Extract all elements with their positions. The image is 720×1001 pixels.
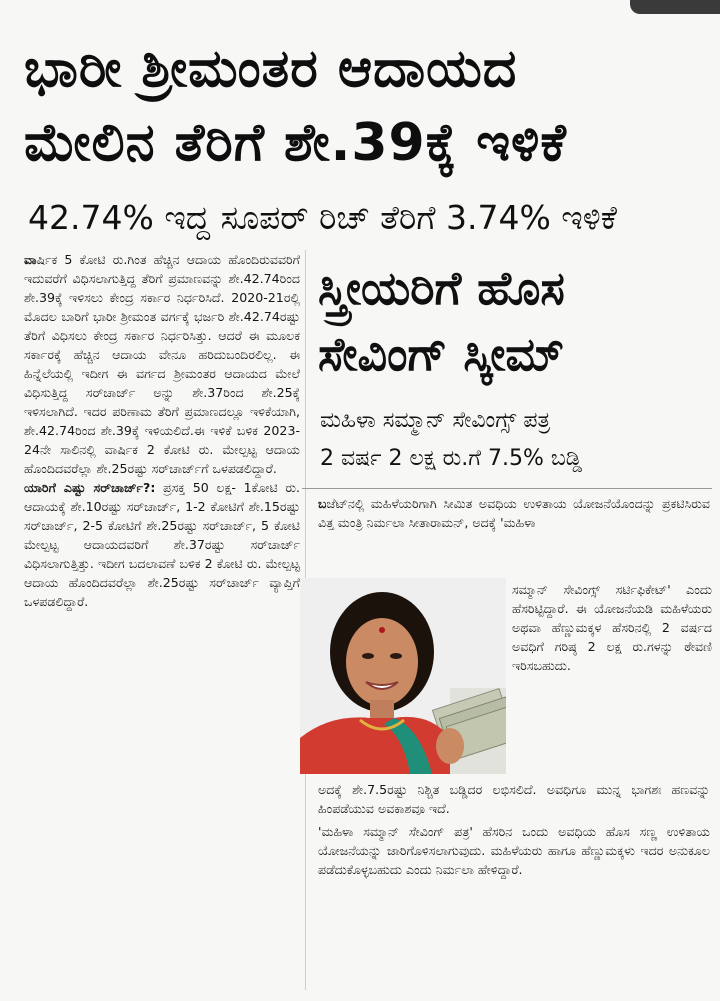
right-sub-line-2: 2 ವರ್ಷ 2 ಲಕ್ಷ ರು.ಗೆ 7.5% ಬಡ್ಡಿ [320, 446, 583, 471]
right-body-para-1: ಅದಕ್ಕೆ ಶೇ.7.5ರಷ್ಟು ನಿಶ್ಚಿತ ಬಡ್ಡಿದರ ಲಭಿಸಲಿದೆ. ಅವಧಿಗೂ ಮುನ್ನ ಭಾಗಶಃ ಹಣವನ್ನು ಹಿಂಪಡೆಯುವ ಅವಕಾಶವೂ ಇದೆ. [318, 782, 710, 816]
woman-photo-illustration [300, 578, 506, 774]
right-article-body [318, 780, 710, 883]
right-headline-line-2: ಸೇವಿಂಗ್ ಸ್ಕೀಮ್ [318, 327, 565, 381]
headline-line-2: ಮೇಲಿನ ತೆರಿಗೆ ಶೇ.39ಕ್ಕೆ ಇಳಿಕೆ [24, 113, 567, 173]
right-intro-text: ಜೆಟ್‌ನಲ್ಲಿ ಮಹಿಳೆಯರಿಗಾಗಿ ಸೀಮಿತ ಅವಧಿಯ ಉಳಿತಾಯ ಯೋಜನೆಯೊಂದನ್ನು ಪ್ರಕಟಿಸಿರುವ ವಿತ್ತ ಮಂತ್ರಿ ನಿರ್ಮಲಾ ಸೀತಾರಾಮನ್, ಅದಕ್ಕೆ 'ಮಹಿಳಾ [318, 496, 710, 530]
left-para-1-text: ರ್ಷಿಕ 5 ಕೋಟಿ ರು.ಗಿಂತ ಹೆಚ್ಚಿನ ಆದಾಯ ಹೊಂದಿರುವವರಿಗೆ ಇದುವರೆಗೆ ವಿಧಿಸಲಾಗುತ್ತಿದ್ದ ತೆರಿಗೆ ಪ್ರಮಾಣವನ್ನು ಶೇ.42.74ರಿಂದ ಶೇ.39ಕ್ಕೆ ಇಳಿಸಲು ಕೇಂದ್ರ ಸರ್ಕಾರ ನಿರ್ಧರಿಸಿದೆ. 2020-21ರಲ್ಲಿ ಮೊದಲ ಬಾರಿಗೆ ಭಾರೀ ಶ್ರೀಮಂತ ವರ್ಗಕ್ಕೆ ಭರ್ಜರಿ ಶೇ.42.74ರಷ್ಟು ತೆರಿಗೆ ವಿಧಿಸಲು ಕೇಂದ್ರ ಸರ್ಕಾರ ನಿರ್ಧರಿಸಿತ್ತು. ಆದರೆ ಈ ಮೂಲಕ ಸರ್ಕಾರಕ್ಕೆ ಹೆಚ್ಚಿನ ಆದಾಯ ವೇನೂ ಹರಿದುಬಂದಿರಲಿಲ್ಲ. ಈ ಹಿನ್ನೆಲೆಯಲ್ಲಿ ಇದೀಗ ಈ ವರ್ಗದ ಶ್ರೀಮಂತರ ಆದಾಯದ ಮೇಲೆ ವಿಧಿಸುತ್ತಿದ್ದ ಸರ್‌ಚಾರ್ಜ್ ಅನ್ನು ಶೇ.37ರಿಂದ ಶೇ.25ಕ್ಕೆ ಇಳಿಸಲಾಗಿದೆ. ಇದರ ಪರಿಣಾಮ ತೆರಿಗೆ ಪ್ರಮಾಣದಲ್ಲೂ ಇಳಿಕೆಯಾಗಿ, ಶೇ.42.74ರಿಂದ ಶೇ.39ಕ್ಕೆ ಇಳಿಯಲಿದೆ.ಈ ಇಳಿಕೆ ಬಳಿಕ 2023-24ನೇ ಸಾಲಿನಲ್ಲಿ ವಾರ್ಷಿಕ 2 ಕೋಟಿ ರು. ಮೇಲ್ಪಟ್ಟ ಆದಾಯ ಹೊಂದಿದವರೆಲ್ಲಾ ಶೇ.25ರಷ್ಟು ಸರ್‌ಚಾರ್ಜ್‌ಗೆ ಒಳಪಡಲಿದ್ದಾರೆ. [24, 252, 300, 476]
right-headline [318, 255, 708, 387]
left-article [24, 250, 300, 611]
right-intro-para [318, 494, 710, 532]
left-sub-label: ಯಾರಿಗೆ ಎಷ್ಟು ಸರ್‌ಚಾರ್ಜ್?: [24, 480, 156, 495]
right-wrapped-text: ಸಮ್ಮಾನ್ ಸೇವಿಂಗ್ಸ್ ಸರ್ಟಿಫಿಕೇಟ್' ಎಂದು ಹೆಸರಿಟ್ಟಿದ್ದಾರೆ. ಈ ಯೋಜನೆಯಡಿ ಮಹಿಳೆಯರು ಅಥವಾ ಹೆಣ್ಣುಮಕ್ಕಳ ಹೆಸರಿನಲ್ಲಿ 2 ವರ್ಷದ ಅವಧಿಗೆ ಗರಿಷ್ಠ 2 ಲಕ್ಷ ರು.ಗಳನ್ನು ಠೇವಣಿ ಇರಿಸಬಹುದು. [512, 582, 712, 673]
left-para-2 [24, 478, 300, 611]
subheadline: 42.74% ಇದ್ದ ಸೂಪರ್ ರಿಚ್ ತೆರಿಗೆ 3.74% ಇಳಿಕೆ [28, 198, 617, 237]
right-subheadline [320, 402, 710, 478]
woman-photo [300, 578, 506, 774]
main-headline [24, 32, 704, 180]
left-para-1 [24, 250, 300, 478]
right-lead-word: ಬ [318, 496, 327, 511]
left-lead-word: ವಾ [24, 252, 37, 267]
right-body-para-2: 'ಮಹಿಳಾ ಸಮ್ಮಾನ್ ಸೇವಿಂಗ್ ಪತ್ರ' ಹೆಸರಿನ ಒಂದು ಅವಧಿಯ ಹೊಸ ಸಣ್ಣ ಉಳಿತಾಯ ಯೋಜನೆಯನ್ನು ಜಾರಿಗೊಳಿಸಲಾಗುವುದು. ಮಹಿಳೆಯರು ಹಾಗೂ ಹೆಣ್ಣುಮಕ್ಕಳು ಇದರ ಅನುಕೂಲ ಪಡೆದುಕೊಳ್ಳಬಹುದು ಎಂದು ನಿರ್ಮಲಾ ಹೇಳಿದ್ದಾರೆ. [318, 824, 710, 877]
section-divider [302, 488, 712, 489]
corner-bar [630, 0, 720, 14]
left-para-2-text: ಪ್ರಸಕ್ತ 50 ಲಕ್ಷ- 1ಕೋಟಿ ರು. ಆದಾಯಕ್ಕೆ ಶೇ.10ರಷ್ಟು ಸರ್‌ಚಾರ್ಜ್, 1-2 ಕೋಟಿಗೆ ಶೇ.15ರಷ್ಟು ಸರ್‌ಚಾರ್ಜ್, 2-5 ಕೋಟಿಗೆ ಶೇ.25ರಷ್ಟು ಸರ್‌ಚಾರ್ಜ್, 5 ಕೋಟಿ ಮೇಲ್ಪಟ್ಟ ಆದಾಯದವರಿಗೆ ಶೇ.37ರಷ್ಟು ಸರ್‌ಚಾರ್ಜ್ ವಿಧಿಸಲಾಗುತ್ತಿತ್ತು. ಇದೀಗ ಬದಲಾವಣೆ ಬಳಿಕ 2 ಕೋಟಿ ರು. ಮೇಲ್ಪಟ್ಟ ಆದಾಯ ಹೊಂದಿದವರೆಲ್ಲಾ ಶೇ.25ರಷ್ಟು ಸರ್‌ಚಾರ್ಜ್ ವ್ಯಾಪ್ತಿಗೆ ಒಳಪಡಲಿದ್ದಾರೆ. [24, 480, 300, 609]
right-sub-line-1: ಮಹಿಳಾ ಸಮ್ಮಾನ್ ಸೇವಿಂಗ್ಸ್ ಪತ್ರ [320, 408, 551, 433]
right-headline-line-1: ಸ್ತ್ರೀಯರಿಗೆ ಹೊಸ [318, 261, 565, 315]
headline-line-1: ಭಾರೀ ಶ್ರೀಮಂತರ ಆದಾಯದ [24, 39, 518, 99]
right-article-intro [318, 494, 710, 532]
